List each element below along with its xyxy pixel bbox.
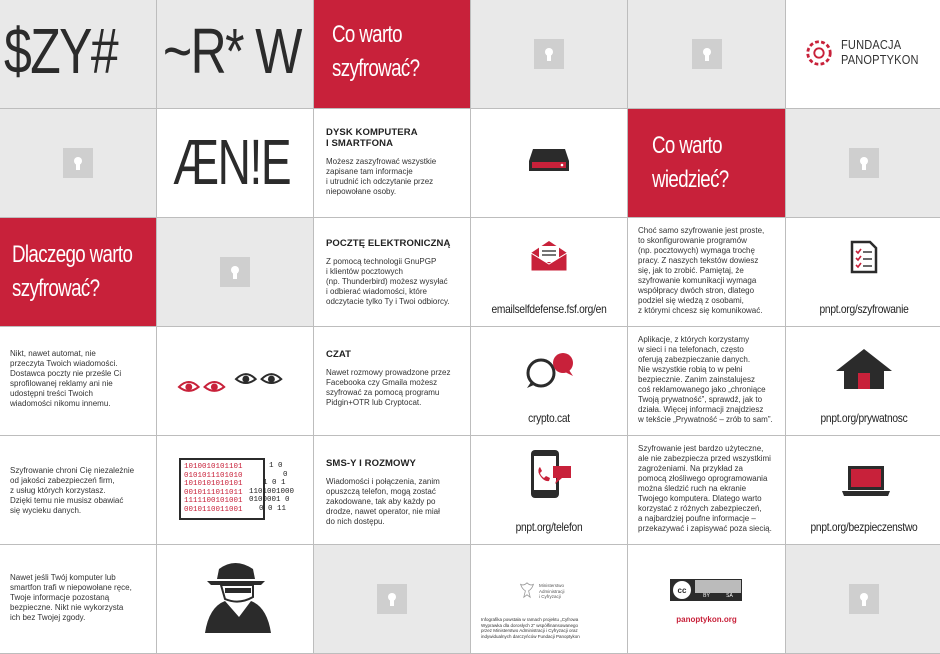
email-url-link[interactable]: emailselfdefense.fsf.org/en <box>491 302 607 316</box>
logo-line-1: FUNDACJA <box>841 37 902 52</box>
reason-ads <box>0 327 156 435</box>
desc-line: i odbierać wiadomości, które <box>326 287 427 296</box>
desc-line: Facebooka czy Gmaila możesz <box>326 378 438 387</box>
disk-icon-tile <box>471 109 627 217</box>
tip-line: działa. Więcej informacji znajdziesz <box>638 405 764 414</box>
reason-text <box>10 466 152 516</box>
cipher-text-1: $ZY# <box>4 15 118 87</box>
binary-illustration-tile <box>157 436 313 544</box>
site-link[interactable]: panoptykon.org <box>676 615 737 624</box>
house-icon <box>834 347 894 391</box>
security-link-tile[interactable] <box>786 436 940 544</box>
reason-leaks <box>0 436 156 544</box>
credits-line: Infografika powstała w ramach projektu „Cyfrowa <box>481 617 579 622</box>
lock-tile <box>628 0 785 108</box>
tip-line: oferują zabezpieczanie danych. <box>638 355 751 364</box>
reason-line: udostępni treści Twoich <box>10 389 94 398</box>
desc-line: zapisane tam informacje <box>326 167 413 176</box>
topic-title-line: DYSK KOMPUTERA <box>326 127 418 138</box>
lock-tile <box>314 545 470 653</box>
heading-line-2: wiedzieć? <box>652 166 729 193</box>
topic-sms <box>314 436 470 544</box>
padlock-icon <box>534 39 564 69</box>
tip-line: Choć samo szyfrowanie jest proste, <box>638 226 765 235</box>
cc-badge: cc <box>673 581 691 599</box>
padlock-icon <box>849 584 879 614</box>
desc-line: opuszczą telefon, mogą zostać <box>326 487 436 496</box>
binary-line: 1111100101001 <box>184 497 243 505</box>
desc-line: Nawet rozmowy prowadzone przez <box>326 368 451 377</box>
heading-what-to-know <box>628 109 785 217</box>
reason-text <box>10 573 152 623</box>
heading-line-2: szyfrować? <box>12 275 100 302</box>
ministry-line: Ministerstwo <box>539 583 565 588</box>
topic-disk <box>314 109 470 217</box>
chat-link-tile[interactable] <box>471 327 627 435</box>
tip-line: (np. pocztowych) wymaga trochę <box>638 246 755 255</box>
reason-line: bezpieczne. Nikt nie wykorzysta <box>10 603 124 612</box>
topic-title <box>326 127 462 149</box>
tip-line: w sieci i na telefonach, często <box>638 345 744 354</box>
desc-line: niepowołane osoby. <box>326 187 397 196</box>
credits-line: Wyprawka dla dorosłych 2” współfinansowanego <box>481 622 579 628</box>
topic-title-line: I SMARTFONA <box>326 138 394 149</box>
tip-line: Nie wszystkie robią to w pełni <box>638 365 743 374</box>
heading-line-1: Co warto <box>332 21 402 48</box>
topic-description <box>326 157 462 197</box>
padlock-icon <box>63 148 93 178</box>
tip-apps <box>628 327 785 435</box>
chat-url-link[interactable]: crypto.cat <box>528 411 570 425</box>
drive-icon <box>527 145 571 175</box>
phone-url-link[interactable]: pnpt.org/telefon <box>515 520 583 534</box>
tip-line: się, jak to zrobić. Pamiętaj, że <box>638 266 744 275</box>
reason-line: sprofilowanej reklamy ani nie <box>10 379 113 388</box>
binary-line: 0010110011001 <box>184 505 243 514</box>
reason-theft <box>0 545 156 653</box>
heading-why-encrypt <box>0 218 156 326</box>
lock-tile <box>157 218 313 326</box>
reason-line: Nikt, nawet automat, nie <box>10 349 96 358</box>
reason-line: od jakości zabezpieczeń firm, <box>10 476 115 485</box>
phone-link-tile[interactable] <box>471 436 627 544</box>
cc-sa-label: SA <box>718 593 741 600</box>
desc-line: Pidgin+OTR lub Cryptocat. <box>326 398 422 407</box>
reason-line: Twoje informacje pozostaną <box>10 593 110 602</box>
desc-line: zakodowane, tak aby każdy po <box>326 497 436 506</box>
logo-line-2: PANOPTYKON <box>841 52 919 67</box>
tip-line: korzystać z różnych zabezpieczeń, <box>638 504 762 513</box>
desc-line: (np. Thunderbird) możesz wysyłać <box>326 277 448 286</box>
topic-title: POCZTĘ ELEKTRONICZNĄ <box>326 238 451 249</box>
binary-scatter <box>249 462 309 513</box>
tip-line: podziel się wiedzą z osobami, <box>638 296 744 305</box>
desc-line: do nich dostępu. <box>326 517 385 526</box>
tip-text <box>638 444 779 534</box>
lock-tile <box>786 109 940 217</box>
reason-line: ich bez Twojej zgody. <box>10 613 86 622</box>
topic-chat <box>314 327 470 435</box>
tip-line: pomocą złośliwego oprogramowania <box>638 474 768 483</box>
credits-line: indywidualnych darczyńców Fundacji Panoptykon <box>481 633 580 639</box>
reason-line: wiadomości nikomu innemu. <box>10 399 111 408</box>
desc-line: Możesz zaszyfrować wszystkie <box>326 157 437 166</box>
tip-line: z którymi chcesz się komunikować. <box>638 306 763 315</box>
binary-line: 1 0 <box>269 462 283 470</box>
topic-email <box>314 218 470 326</box>
cc-license-icon[interactable] <box>670 579 742 601</box>
heading-what-to-encrypt <box>314 0 470 108</box>
phone-icon <box>529 448 573 500</box>
binary-line: 0100001 0 <box>249 496 290 504</box>
laptop-icon <box>840 464 892 498</box>
topic-description <box>326 368 464 408</box>
tip-config <box>628 218 785 326</box>
desc-line: i utrudnić ich odczytanie przez <box>326 177 434 186</box>
tip-line: bezpiecznie. Zanim zainstalujesz <box>638 375 755 384</box>
checklist-icon <box>850 240 878 274</box>
topic-description <box>326 477 464 527</box>
eyes-illustration-tile <box>157 327 313 435</box>
padlock-icon <box>692 39 722 69</box>
cipher-tile-2 <box>157 0 313 108</box>
ministry-line: i Cyfryzacji <box>539 594 561 599</box>
reason-line: Nawet jeśli Twój komputer lub <box>10 573 116 582</box>
tip-line: współpracy dwóch stron, dlatego <box>638 286 755 295</box>
envelope-icon <box>529 240 569 272</box>
topic-title: SMS-Y I ROZMOWY <box>326 458 416 469</box>
tip-text <box>638 226 779 316</box>
tip-line: to skonfigurowanie programów <box>638 236 747 245</box>
eagle-emblem-icon <box>519 581 535 599</box>
credits-text <box>481 617 621 639</box>
heading-line-2: szyfrować? <box>332 55 420 82</box>
cipher-text-3: ÆN!E <box>173 126 291 198</box>
tip-line: Szyfrowanie jest bardzo użyteczne, <box>638 444 764 453</box>
reason-line: Szyfrowanie chroni Cię niezależnie <box>10 466 135 475</box>
desc-line: odczytacie tylko Ty i Twoi odbiorcy. <box>326 297 450 306</box>
credits-tile <box>471 545 627 653</box>
tip-text <box>638 335 779 425</box>
cipher-text-2: ~R* W <box>163 15 301 87</box>
tip-line: Twojego komputera. Dlatego warto <box>638 494 762 503</box>
tip-line: przekazywać i zapisywać poza siecią. <box>638 524 772 533</box>
binary-line: 0 0 11 <box>259 504 287 513</box>
reason-text <box>10 349 150 409</box>
privacy-url-link[interactable]: pnpt.org/prywatnosc <box>820 411 908 425</box>
lock-tile <box>471 0 627 108</box>
topic-title: CZAT <box>326 349 352 360</box>
reason-line: przeczyta Twoich wiadomości. <box>10 359 118 368</box>
encryption-link-tile[interactable] <box>786 218 940 326</box>
cipher-tile-3 <box>157 109 313 217</box>
spy-icon <box>195 557 275 633</box>
tip-line: zagrożeniami. Na przykład za <box>638 464 743 473</box>
tip-line: w tekście „Prywatność – zrób to sam”. <box>638 415 773 424</box>
privacy-link-tile[interactable] <box>786 327 940 435</box>
chat-bubbles-icon <box>519 349 579 389</box>
tip-line: pracy. Z naszych tekstów dowiesz <box>638 256 759 265</box>
padlock-icon <box>377 584 407 614</box>
eyes-icon <box>177 369 295 399</box>
binary-line: 1010101010101 <box>184 480 243 488</box>
binary-line: 1101001000 <box>249 487 295 496</box>
desc-line: i klientów pocztowych <box>326 267 403 276</box>
reason-line: z usług których korzystasz. <box>10 486 106 495</box>
tip-line: Aplikacje, z których korzystamy <box>638 335 750 344</box>
reason-line: się wycieku danych. <box>10 506 82 515</box>
license-tile[interactable] <box>628 545 785 653</box>
email-link-tile[interactable] <box>471 218 627 326</box>
tip-limits <box>628 436 785 544</box>
tip-line: ale nie zabezpiecza przed wszystkimi <box>638 454 771 463</box>
tip-line: Twoją prywatność”, sprawdź, jak to <box>638 395 763 404</box>
topic-description <box>326 257 464 307</box>
binary-line: 0 <box>283 470 288 479</box>
lock-tile <box>786 545 940 653</box>
encryption-url-link[interactable]: pnpt.org/szyfrowanie <box>819 302 909 316</box>
lock-tile <box>0 109 156 217</box>
ministry-line: Administracji <box>539 588 565 594</box>
reason-line: smartfon trafi w niepowołane ręce, <box>10 583 132 592</box>
binary-line: 1010010101101 <box>184 463 243 471</box>
heading-line-1: Dlaczego warto <box>12 241 133 268</box>
binary-line: 0101011101010 <box>184 471 243 480</box>
tip-line: można śledzić ruch na ekranie <box>638 484 747 493</box>
cipher-tile-1 <box>0 0 156 108</box>
desc-line: drodze, nawet operator, nie miał <box>326 507 440 516</box>
ministry-name <box>539 583 565 600</box>
tip-line: a najbardziej poufne informacje – <box>638 514 756 523</box>
reason-line: Dostawca poczty nie prześle Ci <box>10 369 122 378</box>
padlock-icon <box>220 257 250 287</box>
tip-line: coś reklamowanego jako „chroniące <box>638 385 766 394</box>
tip-line: szyfrowanie komunikacji wymaga <box>638 276 757 285</box>
credits-line: przez Ministerstwo Administracji i Cyfryzacji oraz <box>481 628 578 633</box>
cc-by-label: BY <box>695 593 718 600</box>
desc-line: Z pomocą technologii GnuPGP <box>326 257 437 266</box>
panoptykon-logo-icon <box>804 38 834 68</box>
security-url-link[interactable]: pnpt.org/bezpieczenstwo <box>810 520 918 534</box>
desc-line: Wiadomości i połączenia, zanim <box>326 477 440 486</box>
spy-illustration-tile <box>157 545 313 653</box>
desc-line: szyfrować za pomocą programu <box>326 388 440 397</box>
binary-line: 1 0 1 <box>263 479 286 487</box>
reason-line: Dzięki temu nie musisz obawiać <box>10 496 124 505</box>
heading-line-1: Co warto <box>652 132 722 159</box>
foundation-logo-tile[interactable] <box>786 0 940 108</box>
padlock-icon <box>849 148 879 178</box>
binary-line: 0010111011011 <box>184 488 243 497</box>
